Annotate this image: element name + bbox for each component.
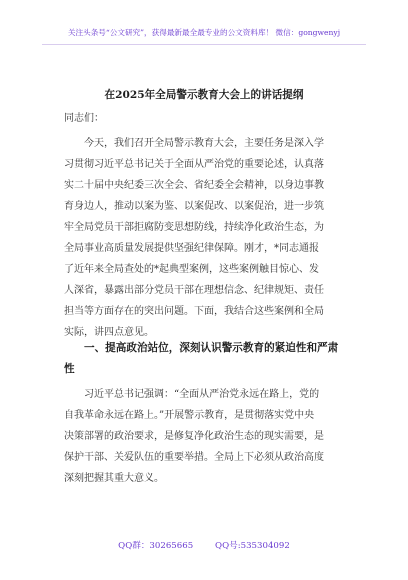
- heading-line: 一、提高政治站位，深刻认识警示教育的紧迫性和严肃: [84, 342, 339, 354]
- paragraph-line: 牢全局党员干部拒腐防变思想防线，持续净化政治生态，为: [64, 222, 324, 233]
- paragraph-line: 担当等方面存在的突出问题。下面，我结合这些案例和全局: [64, 306, 324, 317]
- header-notice: 关注头条号“公文研究”，获得最新最全最专业的公文资料库！ 微信：gongwenyj: [67, 28, 341, 37]
- paragraph-line: 了近年来全局查处的*起典型案例，这些案例触目惊心、发: [64, 264, 319, 275]
- paragraph-line: 今天，我们召开全局警示教育大会，主要任务是深入学: [84, 138, 324, 149]
- document-title: 在2025年全局警示教育大会上的讲话提纲: [104, 89, 304, 101]
- salutation: 同志们：: [64, 113, 104, 124]
- paragraph-line: 育身边人，推动以案为鉴、以案促改、以案促治，进一步筑: [64, 201, 324, 212]
- paragraph-line: 实际，讲四点意见。: [64, 327, 154, 338]
- paragraph-line: 习贯彻习近平总书记关于全面从严治党的重要论述，认真落: [64, 159, 324, 170]
- paragraph-line: 深刻把握其重大意义。: [64, 473, 164, 484]
- paragraph-line: 实二十届中央纪委三次全会、省纪委全会精神，以身边事教: [64, 180, 324, 191]
- heading-line: 性: [64, 363, 75, 375]
- paragraph-line: 自我革命永远在路上。”开展警示教育，是贯彻落实党中央: [64, 410, 315, 421]
- paragraph-line: 全局事业高质量发展提供坚强纪律保障。刚才，*同志通报: [64, 243, 319, 254]
- paragraph-1: [64, 133, 350, 343]
- header-divider: [42, 44, 366, 45]
- paragraph-2: [64, 384, 354, 489]
- paragraph-line: 人深省，暴露出部分党员干部在理想信念、纪律规矩、责任: [64, 285, 324, 296]
- section-1-heading: [64, 338, 354, 380]
- footer-contact: QQ群：30265665 QQ号:535304092: [118, 541, 290, 551]
- paragraph-line: 习近平总书记强调：“全面从严治党永远在路上，党的: [84, 389, 320, 400]
- paragraph-line: 决策部署的政治要求，是修复净化政治生态的现实需要，是: [64, 431, 324, 442]
- paragraph-line: 保护干部、关爱队伍的重要举措。全局上下必须从政治高度: [64, 452, 324, 463]
